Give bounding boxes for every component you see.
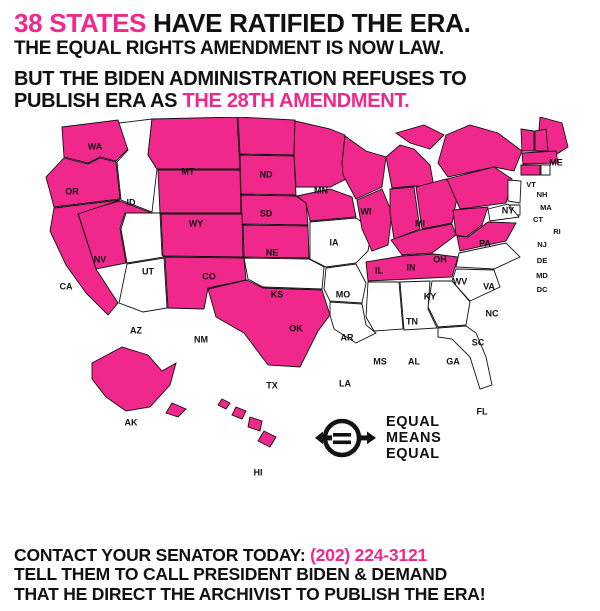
- state-shape-MN[interactable]: [294, 121, 350, 187]
- state-label-DE: DE: [536, 256, 548, 266]
- state-shape-AR[interactable]: [324, 264, 366, 303]
- state-label-HI: HI: [253, 467, 263, 478]
- state-label-CO: CO: [202, 271, 216, 282]
- state-label-WV: WV: [452, 276, 468, 287]
- footer-line-2: TELL THEM TO CALL PRESIDENT BIDEN & DEMAND: [14, 564, 448, 585]
- state-shape-UT[interactable]: [121, 213, 164, 263]
- state-label-MT: MT: [181, 166, 195, 177]
- footer-line-3: THAT HE DIRECT THE ARCHIVIST TO PUBLISH THE ERA!: [14, 584, 486, 605]
- state-label-WA: WA: [87, 141, 103, 152]
- state-label-UT: UT: [142, 266, 154, 277]
- us-map-svg: [0, 117, 600, 507]
- state-label-IL: IL: [375, 265, 383, 276]
- state-label-MO: MO: [335, 289, 351, 300]
- logo-line-3: EQUAL: [386, 446, 440, 463]
- state-shape-MA[interactable]: [522, 151, 558, 164]
- state-shape-VT[interactable]: [521, 129, 534, 151]
- state-label-NM: NM: [194, 334, 208, 345]
- state-shape-MS[interactable]: [366, 282, 403, 331]
- state-label-ME: ME: [549, 157, 563, 168]
- state-shape-WI[interactable]: [342, 136, 386, 199]
- state-label-NV: NV: [93, 254, 107, 265]
- state-shape-AK[interactable]: [92, 347, 186, 417]
- state-label-MI: MI: [415, 218, 425, 229]
- state-shape-NY[interactable]: [438, 125, 522, 177]
- footer: [0, 546, 600, 605]
- logo-line-1: EQUAL: [386, 414, 440, 431]
- state-shape-NE[interactable]: [241, 195, 308, 225]
- state-label-NY: NY: [501, 205, 515, 216]
- logo-text: [386, 414, 441, 463]
- state-label-SD: SD: [259, 208, 273, 219]
- state-label-MS: MS: [373, 356, 387, 367]
- state-label-IA: IA: [329, 237, 339, 248]
- state-shape-NH[interactable]: [535, 129, 548, 151]
- headline-line-3: BUT THE BIDEN ADMINISTRATION REFUSES TO: [14, 67, 467, 90]
- state-shape-WA[interactable]: [62, 120, 128, 163]
- state-label-NH: NH: [536, 190, 548, 200]
- headline-line-4: [14, 91, 586, 112]
- state-shape-WY[interactable]: [158, 170, 241, 213]
- state-label-NE: NE: [265, 247, 279, 258]
- map-state-shapes: [46, 117, 568, 447]
- state-shape-TX[interactable]: [208, 280, 330, 367]
- state-label-AR: AR: [340, 332, 354, 343]
- equal-means-equal-logo-icon: [315, 412, 377, 464]
- state-label-ID: ID: [126, 197, 136, 208]
- state-label-NC: NC: [485, 308, 499, 319]
- state-label-IN: IN: [406, 262, 416, 273]
- state-label-WY: WY: [188, 218, 204, 229]
- senator-phone-number[interactable]: (202) 224-3121: [310, 544, 428, 565]
- state-label-PA: PA: [479, 238, 491, 249]
- state-label-NJ: NJ: [537, 240, 547, 250]
- state-label-VA: VA: [483, 281, 495, 292]
- state-label-KY: KY: [423, 291, 437, 302]
- headline-28th-amendment: THE 28TH AMENDMENT.: [182, 89, 410, 112]
- state-label-VT: VT: [526, 180, 536, 190]
- state-label-KS: KS: [270, 289, 284, 300]
- state-label-AZ: AZ: [130, 325, 142, 336]
- state-label-TN: TN: [406, 316, 418, 327]
- state-label-LA: LA: [339, 378, 351, 389]
- state-label-FL: FL: [476, 406, 488, 417]
- logo-line-2: MEANS: [386, 430, 442, 447]
- headline-line-1-rest: HAVE RATIFIED THE ERA.: [146, 8, 471, 38]
- state-label-OH: OH: [433, 254, 447, 265]
- state-label-CT: CT: [533, 215, 543, 225]
- state-label-TX: TX: [266, 380, 278, 391]
- state-label-MD: MD: [536, 271, 548, 281]
- state-shape-AZ[interactable]: [119, 258, 167, 312]
- state-shape-MT[interactable]: [148, 117, 240, 169]
- state-shape-CO[interactable]: [161, 214, 243, 257]
- state-label-RI: RI: [553, 227, 561, 237]
- state-shape-SD[interactable]: [240, 155, 296, 195]
- state-shape-ND[interactable]: [238, 117, 295, 155]
- state-shape-TN[interactable]: [366, 254, 458, 281]
- state-shape-FL[interactable]: [438, 326, 492, 389]
- footer-contact-label: CONTACT YOUR SENATOR TODAY:: [14, 544, 311, 565]
- headline-line-2: THE EQUAL RIGHTS AMENDMENT IS NOW LAW.: [14, 38, 444, 60]
- state-label-WI: WI: [360, 206, 372, 217]
- state-shape-RI[interactable]: [541, 165, 550, 175]
- state-label-MN: MN: [314, 185, 328, 196]
- state-label-DC: DC: [536, 285, 548, 295]
- state-label-CA: CA: [59, 281, 73, 292]
- us-map: [0, 117, 600, 507]
- state-label-MA: MA: [540, 203, 552, 213]
- state-label-GA: GA: [446, 356, 460, 367]
- state-shape-MI[interactable]: [386, 125, 444, 188]
- state-label-SC: SC: [471, 337, 485, 348]
- state-label-OK: OK: [289, 323, 303, 334]
- state-shape-CT[interactable]: [521, 165, 540, 175]
- state-label-OR: OR: [65, 186, 79, 197]
- state-label-AK: AK: [124, 417, 138, 428]
- footer-line-1: [14, 546, 586, 566]
- headline: [0, 0, 600, 111]
- headline-38-states: 38 STATES: [14, 8, 147, 38]
- logo: [315, 412, 441, 464]
- state-shape-OR[interactable]: [46, 158, 120, 207]
- state-shape-NJ[interactable]: [508, 180, 521, 203]
- state-shape-KS[interactable]: [243, 225, 309, 258]
- headline-line-4-black: PUBLISH ERA AS: [14, 89, 183, 112]
- state-label-ND: ND: [259, 169, 273, 180]
- headline-line-1: [14, 10, 586, 37]
- state-label-AL: AL: [408, 356, 420, 367]
- state-shape-HI[interactable]: [218, 399, 276, 447]
